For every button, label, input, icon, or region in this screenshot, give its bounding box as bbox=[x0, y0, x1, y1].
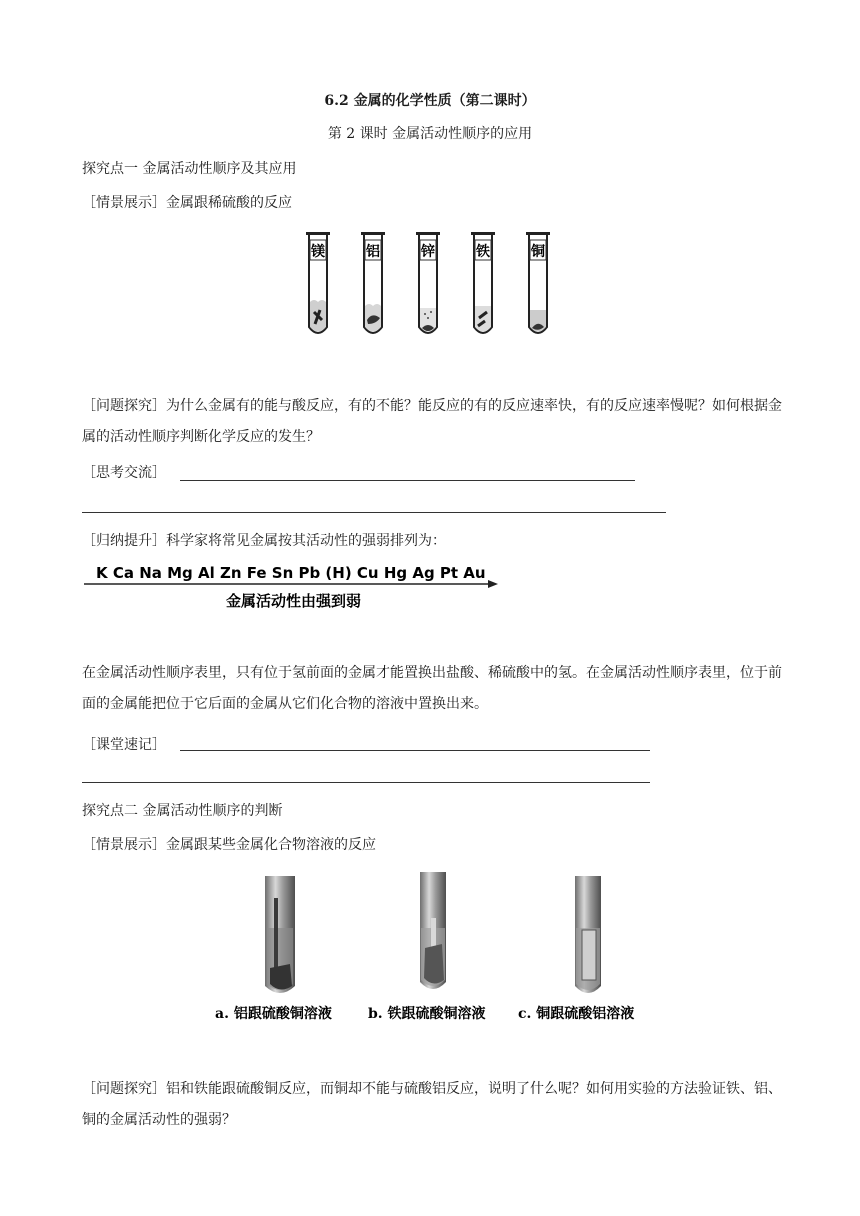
tube-copper bbox=[526, 232, 550, 333]
section1-heading: 探究点一 金属活动性顺序及其应用 bbox=[82, 161, 297, 177]
tube-label-4: 铁 bbox=[476, 244, 490, 260]
discuss-label: ［思考交流］ bbox=[82, 465, 166, 481]
page-title: 6.2 金属的化学性质（第二课时） bbox=[324, 93, 536, 109]
page-subtitle: 第 2 课时 金属活动性顺序的应用 bbox=[327, 126, 533, 142]
section1-scene: ［情景展示］金属跟稀硫酸的反应 bbox=[82, 195, 292, 211]
tube-label-5: 铜 bbox=[531, 244, 545, 260]
photo-caption-a: a. 铝跟硫酸铜溶液 bbox=[215, 1006, 332, 1022]
tube-magnesium bbox=[306, 232, 330, 333]
notes-answer-line-2[interactable] bbox=[82, 782, 650, 783]
section1-question: ［问题探究］为什么金属有的能与酸反应，有的不能？能反应的有的反应速率快，有的反应速率慢呢？如何根据金属的活动性顺序判断化学反应的发生？ bbox=[82, 398, 782, 445]
tube-zinc bbox=[416, 232, 440, 333]
tube-aluminium bbox=[361, 232, 385, 333]
discuss-answer-line-2[interactable] bbox=[82, 512, 666, 513]
section2-heading: 探究点二 金属活动性顺序的判断 bbox=[82, 803, 283, 819]
photo-a-tube bbox=[265, 876, 295, 993]
activity-series-caption: 金属活动性由强到弱 bbox=[226, 592, 362, 610]
summary-label: ［归纳提升］科学家将常见金属按其活动性的强弱排列为： bbox=[82, 533, 446, 549]
tube-label-3: 锌 bbox=[421, 244, 435, 260]
section2-scene: ［情景展示］金属跟某些金属化合物溶液的反应 bbox=[82, 837, 376, 853]
notes-answer-line-1[interactable] bbox=[180, 750, 650, 751]
notes-label: ［课堂速记］ bbox=[82, 737, 166, 753]
activity-rule: 在金属活动性顺序表里，只有位于氢前面的金属才能置换出盐酸、稀硫酸中的氢。在金属活动性顺序表里，位于前面的金属能把位于它后面的金属从它们化合物的溶液中置换出来。 bbox=[82, 665, 782, 712]
section2-question: ［问题探究］铝和铁能跟硫酸铜反应，而铜却不能与硫酸铝反应，说明了什么呢？如何用实验的方法验证铁、铝、铜的金属活动性的强弱？ bbox=[82, 1081, 782, 1128]
arrow-head-icon bbox=[488, 580, 498, 588]
activity-series-figure bbox=[84, 562, 504, 618]
discuss-answer-line-1[interactable] bbox=[180, 480, 635, 481]
photo-c-tube bbox=[575, 876, 601, 993]
test-tubes-figure bbox=[300, 232, 560, 342]
tube-iron bbox=[471, 232, 495, 333]
tube-label-2: 铝 bbox=[366, 244, 380, 260]
activity-series-metals: K Ca Na Mg Al Zn Fe Sn Pb (H) Cu Hg Ag Pt Au bbox=[96, 564, 486, 582]
photo-caption-c: c. 铜跟硫酸铝溶液 bbox=[518, 1006, 635, 1022]
displacement-photos-figure bbox=[200, 868, 660, 1028]
photo-caption-b: b. 铁跟硫酸铜溶液 bbox=[368, 1006, 486, 1022]
photo-b-tube bbox=[420, 872, 446, 989]
tube-label-1: 镁 bbox=[311, 244, 325, 260]
